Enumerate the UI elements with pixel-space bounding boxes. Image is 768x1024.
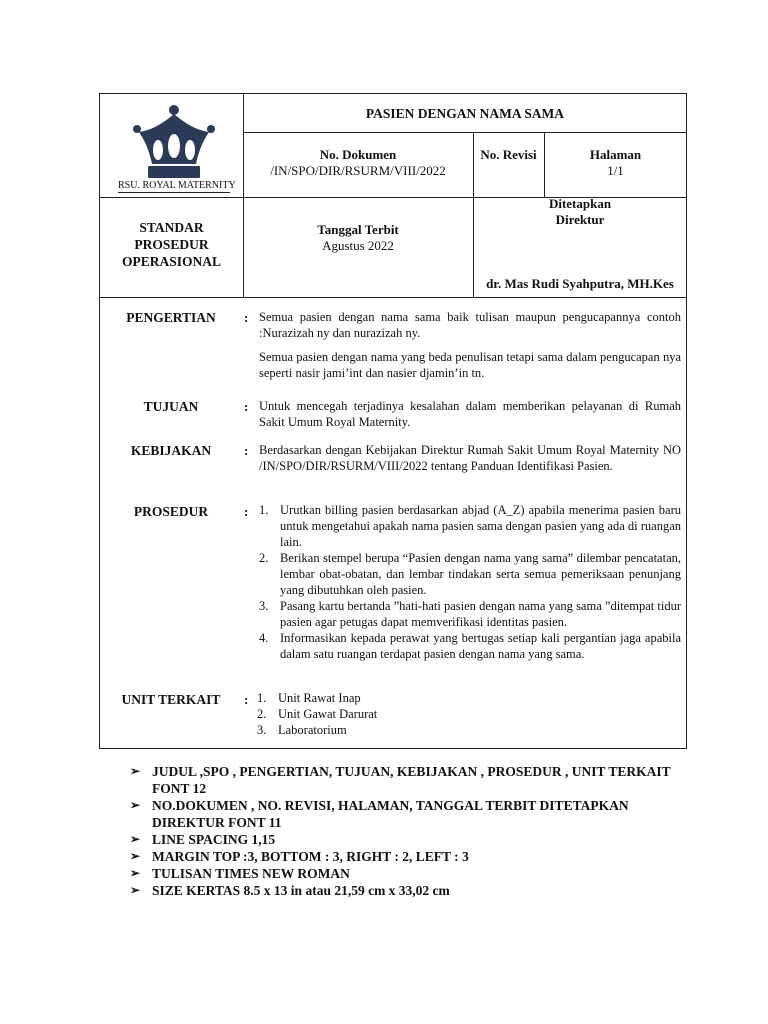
director-name: dr. Mas Rudi Syahputra, MH.Kes	[486, 276, 674, 291]
doc-number-label: No. Dokumen	[319, 147, 397, 162]
unit-text: Unit Gawat Darurat	[278, 707, 378, 721]
pengertian-paragraph-2: Semua pasien dengan nama yang beda penulisan tetapi sama dalam pengucapan nya seperti nasir jami’int dan nasier djamin’in tn.	[259, 350, 681, 380]
issue-date-label: Tanggal Terbit	[317, 222, 399, 237]
pengertian-paragraph-1: Semua pasien dengan nama sama baik tulisan maupun pengucapannya contoh :Nurazizah ny dan nurazizah ny.	[259, 310, 681, 340]
title-row-divider	[243, 132, 687, 133]
arrow-bullet-icon: ➢	[130, 849, 141, 863]
section-colon: :	[244, 692, 249, 707]
issue-date-value: Agustus 2022	[322, 238, 394, 253]
unit-number: 1.	[257, 691, 267, 705]
list-item	[257, 722, 557, 738]
arrow-bullet-icon: ➢	[130, 764, 141, 778]
note-text: JUDUL ,SPO , PENGERTIAN, TUJUAN, KEBIJAKAN , PROSEDUR , UNIT TERKAIT FONT 12	[152, 764, 671, 796]
list-item	[130, 882, 700, 899]
list-item	[257, 706, 557, 722]
list-item	[130, 865, 700, 882]
note-text: TULISAN TIMES NEW ROMAN	[152, 866, 350, 881]
crown-logo-icon	[122, 102, 226, 180]
document-title: PASIEN DENGAN NAMA SAMA	[365, 106, 565, 121]
list-item	[130, 797, 700, 831]
sop-heading-line1: STANDAR	[139, 220, 204, 235]
tujuan-text: Untuk mencegah terjadinya kesalahan dalam memberikan pelayanan di Rumah Sakit Umum Royal Maternity.	[259, 399, 681, 429]
step-text: Urutkan billing pasien berdasarkan abjad (A_Z) apabila menerima pasien baru untuk mengetahui apakah nama pasien sama dengan pasien yang ada di ruangan lain.	[280, 503, 681, 549]
step-number: 2.	[259, 551, 269, 565]
step-number: 1.	[259, 503, 269, 517]
note-text: SIZE KERTAS 8.5 x 13 in atau 21,59 cm x 33,02 cm	[152, 883, 450, 898]
section-label-prosedur: PROSEDUR	[133, 504, 209, 519]
hospital-logo	[118, 102, 236, 192]
arrow-bullet-icon: ➢	[130, 866, 141, 880]
list-item	[130, 831, 700, 848]
list-item	[130, 763, 700, 797]
formatting-notes	[130, 763, 700, 899]
page-label: Halaman	[589, 147, 642, 162]
list-item	[259, 550, 681, 598]
list-item	[259, 502, 681, 550]
step-text: Informasikan kepada perawat yang bertugas setiap kali pergantian jaga apabila dalam satu ruangan terdapat pasien dengan nama yang sama.	[280, 631, 681, 661]
sop-heading-line3: OPERASIONAL	[121, 254, 221, 269]
section-colon: :	[244, 504, 249, 519]
doc-number-value: /IN/SPO/DIR/RSURM/VIII/2022	[270, 163, 446, 178]
note-text: LINE SPACING 1,15	[152, 832, 276, 847]
step-text: Berikan stempel berupa “Pasien dengan nama yang sama” dilembar pencatatan, lembar obat-obatan, dan lembar tindakan serta semua pemeriksaan penunjang yang dibutuhkan oleh pasien.	[280, 551, 681, 597]
prosedur-steps	[259, 502, 681, 662]
section-label-kebijakan: KEBIJAKAN	[130, 443, 212, 458]
logo-caption: RSU. ROYAL MATERNITY	[118, 180, 236, 191]
unit-list	[257, 690, 557, 738]
list-item	[130, 848, 700, 865]
step-number: 4.	[259, 631, 269, 645]
note-text: NO.DOKUMEN , NO. REVISI, HALAMAN, TANGGAL TERBIT DITETAPKAN DIREKTUR FONT 11	[152, 798, 629, 830]
section-label-unit-terkait: UNIT TERKAIT	[121, 692, 221, 707]
revision-label: No. Revisi	[480, 147, 537, 162]
approved-by-line1: Ditetapkan	[548, 196, 612, 211]
approved-by-line2: Direktur	[555, 212, 605, 227]
sop-heading-line2: PROSEDUR	[134, 237, 209, 252]
list-item	[259, 630, 681, 662]
arrow-bullet-icon: ➢	[130, 883, 141, 897]
header-bottom-divider	[100, 297, 687, 298]
note-text: MARGIN TOP :3, BOTTOM : 3, RIGHT : 2, LEFT : 3	[152, 849, 469, 864]
arrow-bullet-icon: ➢	[130, 832, 141, 846]
list-item	[257, 690, 557, 706]
kebijakan-text: Berdasarkan dengan Kebijakan Direktur Rumah Sakit Umum Royal Maternity NO /IN/SPO/DIR/RSURM/VIII/2022 tentang Panduan Identifikasi Pasien.	[259, 443, 681, 473]
unit-text: Unit Rawat Inap	[278, 691, 361, 705]
list-item	[259, 598, 681, 630]
sop-document	[99, 93, 687, 749]
unit-text: Laboratorium	[278, 723, 347, 737]
page-value: 1/1	[607, 163, 624, 178]
section-label-tujuan: TUJUAN	[143, 399, 199, 414]
unit-number: 2.	[257, 707, 267, 721]
section-colon: :	[244, 310, 249, 325]
step-number: 3.	[259, 599, 269, 613]
section-label-pengertian: PENGERTIAN	[126, 310, 216, 325]
step-text: Pasang kartu bertanda ”hati-hati pasien dengan nama yang sama ”ditempat tidur pasien agar petugas dapat memverifikasi identitas pasien.	[280, 599, 681, 629]
arrow-bullet-icon: ➢	[130, 798, 141, 812]
section-colon: :	[244, 399, 249, 414]
section-colon: :	[244, 443, 249, 458]
unit-number: 3.	[257, 723, 267, 737]
header-divider-left	[243, 94, 244, 297]
